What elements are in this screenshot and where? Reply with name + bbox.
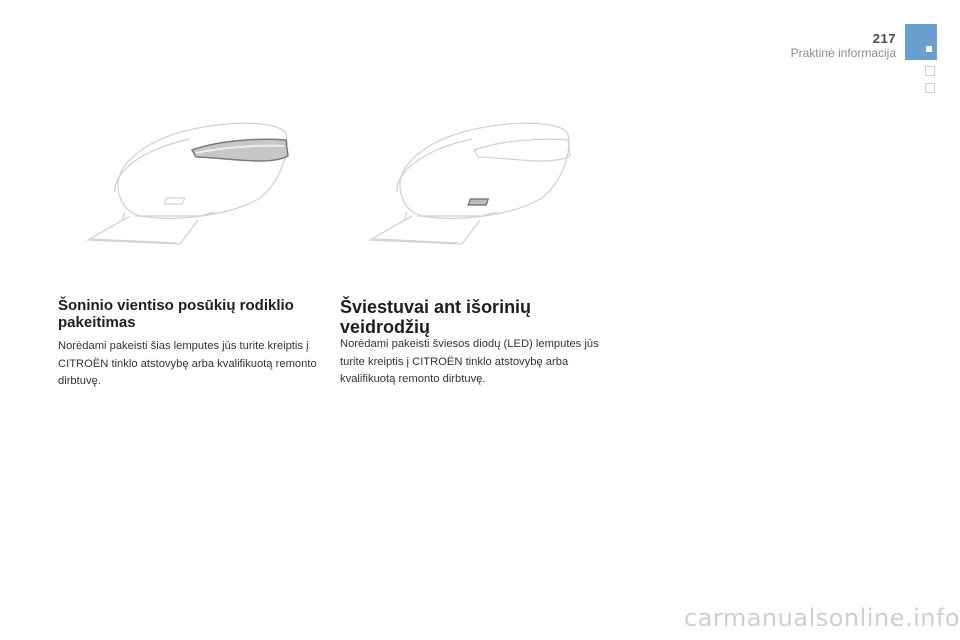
chapter-tab-active[interactable] (905, 24, 937, 60)
page-number: 217 (872, 31, 896, 46)
left-heading: Šoninio vientiso posūkių rodiklio pakeitimas (58, 297, 294, 331)
chapter-tab-empty[interactable] (925, 66, 935, 76)
puddle-light-highlight (468, 199, 488, 205)
mirror-side-repeater-illustration (80, 112, 300, 252)
right-heading: Šviestuvai ant išorinių veidrodžių (340, 297, 532, 337)
chapter-tab-marker-icon (926, 46, 932, 52)
mirror-puddle-light-illustration (362, 112, 582, 252)
chapter-tab-empty[interactable] (925, 83, 935, 93)
section-title: Praktinė informacija (790, 46, 896, 60)
right-body-text: Norėdami pakeisti šviesos diodų (LED) lemputes jūs turite kreiptis į CITROËN tinklo atstovybę arba kvalifikuotą remonto dirbtuvę. (340, 338, 599, 385)
left-body-text: Norėdami pakeisti šias lemputes jūs turite kreiptis į CITROËN tinklo atstovybę arba kvalifikuotą remonto dirbtuvę. (58, 340, 317, 387)
watermark: carmanualsonline.info (684, 604, 960, 632)
